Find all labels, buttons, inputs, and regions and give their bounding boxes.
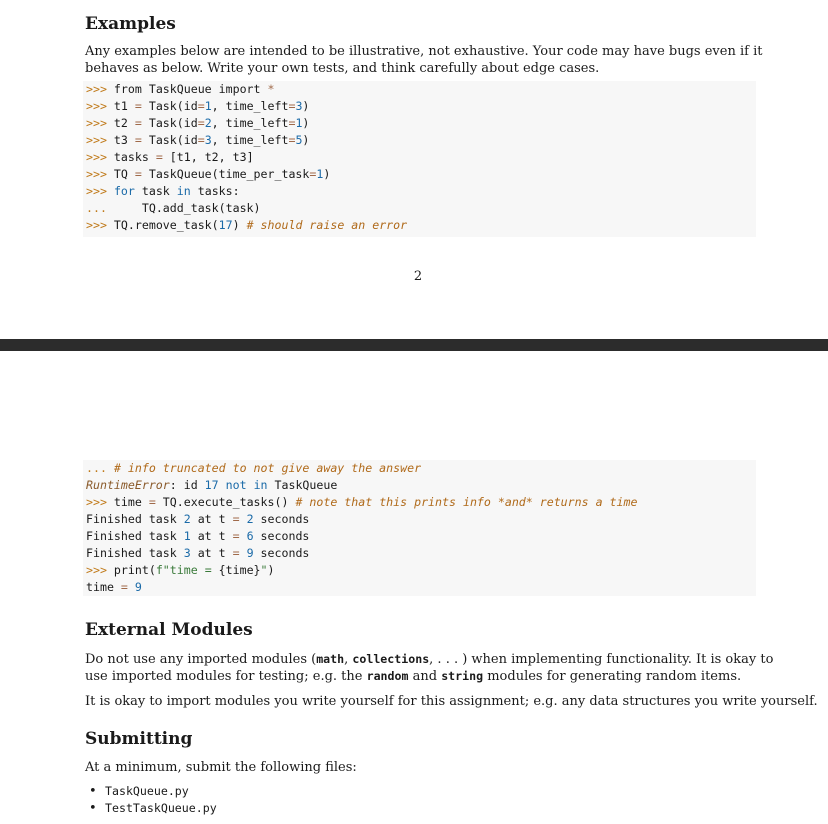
submit-file-item: • TestTaskQueue.py [85, 800, 217, 817]
page-divider [0, 339, 828, 351]
external-p2: It is okay to import modules you write yourself for this assignment; e.g. any data structures you write yourself. [85, 694, 818, 709]
code-line: time = 9 [86, 580, 142, 594]
code-line: >>> TQ = TaskQueue(time_per_task=1) [86, 167, 331, 181]
submit-file-list [85, 783, 217, 817]
submitting-heading: Submitting [85, 729, 193, 749]
code-line: ... TQ.add_task(task) [86, 201, 261, 215]
code-line: >>> t1 = Task(id=1, time_left=3) [86, 99, 310, 113]
examples-heading: Examples [85, 14, 176, 34]
external-p1-line1: Do not use any imported modules (math, collections, . . . ) when implementing functionality. It is okay to [85, 652, 774, 667]
code-line: >>> print(f"time = {time}") [86, 563, 275, 577]
examples-intro-line1: Any examples below are intended to be illustrative, not exhaustive. Your code may have bugs even if it [85, 44, 763, 59]
submit-file-item: • TaskQueue.py [85, 783, 217, 800]
code-line: Finished task 3 at t = 9 seconds [86, 546, 310, 560]
examples-intro-line2: behaves as below. Write your own tests, and think carefully about edge cases. [85, 61, 600, 76]
page-number: 2 [413, 269, 423, 284]
code-line: >>> TQ.remove_task(17) # should raise an error [86, 218, 408, 232]
code-block-1 [83, 81, 756, 237]
code-line: Finished task 2 at t = 2 seconds [86, 512, 310, 526]
code-line: >>> for task in tasks: [86, 184, 240, 198]
code-line: >>> tasks = [t1, t2, t3] [86, 150, 254, 164]
code-line: >>> from TaskQueue import * [86, 82, 275, 96]
code-line: ... # info truncated to not give away the answer [86, 461, 422, 475]
code-line: >>> time = TQ.execute_tasks() # note that this prints info *and* returns a time [86, 495, 638, 509]
submitting-intro: At a minimum, submit the following files: [85, 760, 357, 775]
external-modules-heading: External Modules [85, 620, 253, 640]
code-line: >>> t3 = Task(id=3, time_left=5) [86, 133, 310, 147]
external-p1-line2: use imported modules for testing; e.g. the random and string modules for generating random items. [85, 669, 742, 684]
code-block-2 [83, 460, 756, 596]
code-line: >>> t2 = Task(id=2, time_left=1) [86, 116, 310, 130]
code-line: RuntimeError: id 17 not in TaskQueue [86, 478, 338, 492]
code-line: Finished task 1 at t = 6 seconds [86, 529, 310, 543]
